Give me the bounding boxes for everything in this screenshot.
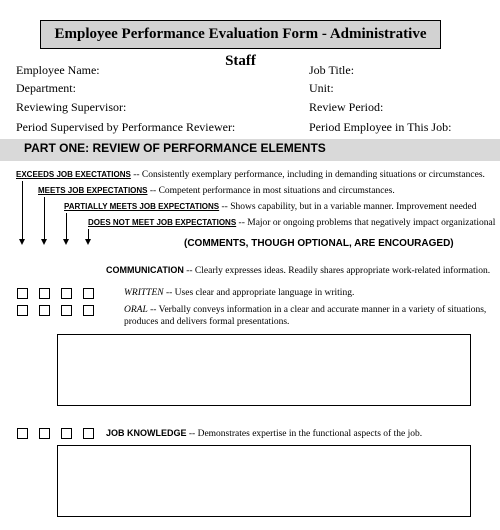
legend-meets-key: MEETS JOB EXPECTATIONS bbox=[38, 186, 148, 195]
oral-rating-exceeds-checkbox[interactable] bbox=[17, 305, 28, 316]
oral-label: ORAL bbox=[124, 305, 148, 315]
job-knowledge-rating-does-not-meet-checkbox[interactable] bbox=[83, 428, 94, 439]
communication-section bbox=[106, 265, 490, 276]
legend-does-not-meet bbox=[88, 218, 495, 228]
arrow-down-icon bbox=[41, 239, 47, 245]
period-supervised-label: Period Supervised by Performance Reviewer: bbox=[16, 120, 236, 134]
oral-desc-line-2: produces and delivers formal presentations. bbox=[124, 317, 290, 327]
communication-desc: -- Clearly expresses ideas. Readily shares appropriate work-related information. bbox=[183, 266, 491, 276]
communication-heading: COMMUNICATION bbox=[106, 265, 184, 275]
written-rating-does-not-meet-checkbox[interactable] bbox=[83, 288, 94, 299]
legend-meets-desc: -- Competent performance in most situations and circumstances. bbox=[147, 186, 395, 196]
written-rating-exceeds-checkbox[interactable] bbox=[17, 288, 28, 299]
oral-desc: -- Verbally conveys information in a clear and accurate manner in a variety of situations, bbox=[147, 305, 487, 315]
part-one-title: PART ONE: REVIEW OF PERFORMANCE ELEMENTS bbox=[24, 141, 326, 155]
form-title: Employee Performance Evaluation Form - Administrative Staff bbox=[40, 20, 441, 49]
oral-rating-partially-checkbox[interactable] bbox=[61, 305, 72, 316]
arrow-down-icon bbox=[19, 239, 25, 245]
arrow-line-exceeds bbox=[22, 181, 23, 239]
legend-meets bbox=[38, 186, 395, 196]
legend-does-not-meet-desc: -- Major or ongoing problems that negatively impact organizational bbox=[236, 218, 496, 228]
reviewing-supervisor-label: Reviewing Supervisor: bbox=[16, 100, 127, 114]
department-label: Department: bbox=[16, 81, 76, 95]
legend-partially-key: PARTIALLY MEETS JOB EXPECTATIONS bbox=[64, 202, 220, 211]
job-knowledge-section bbox=[106, 428, 422, 439]
arrow-line-does-not-meet bbox=[88, 229, 89, 239]
legend-exceeds-desc: -- Consistently exemplary performance, including in demanding situations or circumstances. bbox=[130, 170, 485, 180]
job-knowledge-rating-exceeds-checkbox[interactable] bbox=[17, 428, 28, 439]
job-knowledge-comments-box[interactable] bbox=[57, 445, 471, 517]
written-desc: -- Uses clear and appropriate language in writing. bbox=[163, 288, 355, 298]
arrow-line-meets bbox=[44, 197, 45, 239]
comments-note: (COMMENTS, THOUGH OPTIONAL, ARE ENCOURAGED) bbox=[184, 238, 454, 249]
communication-comments-box[interactable] bbox=[57, 334, 471, 406]
employee-name-label: Employee Name: bbox=[16, 63, 100, 77]
job-knowledge-rating-partially-checkbox[interactable] bbox=[61, 428, 72, 439]
arrow-line-partially bbox=[66, 213, 67, 239]
written-label: WRITTEN bbox=[124, 288, 164, 298]
arrow-down-icon bbox=[63, 239, 69, 245]
written-rating-partially-checkbox[interactable] bbox=[61, 288, 72, 299]
oral-rating-does-not-meet-checkbox[interactable] bbox=[83, 305, 94, 316]
legend-does-not-meet-key: DOES NOT MEET JOB EXPECTATIONS bbox=[88, 218, 237, 227]
period-employee-label: Period Employee in This Job: bbox=[309, 120, 452, 134]
written-rating-meets-checkbox[interactable] bbox=[39, 288, 50, 299]
job-knowledge-desc: -- Demonstrates expertise in the functional aspects of the job. bbox=[186, 429, 423, 439]
job-title-label: Job Title: bbox=[309, 63, 355, 77]
written-row bbox=[124, 288, 354, 298]
oral-row bbox=[124, 305, 486, 315]
oral-rating-meets-checkbox[interactable] bbox=[39, 305, 50, 316]
legend-exceeds-key: EXCEEDS JOB EXECTATIONS bbox=[16, 170, 131, 179]
unit-label: Unit: bbox=[309, 81, 334, 95]
job-knowledge-rating-meets-checkbox[interactable] bbox=[39, 428, 50, 439]
legend-partially bbox=[64, 202, 477, 212]
legend-partially-desc: -- Shows capability, but in a variable manner. Improvement needed bbox=[219, 202, 477, 212]
job-knowledge-heading: JOB KNOWLEDGE bbox=[106, 428, 187, 438]
arrow-down-icon bbox=[85, 239, 91, 245]
legend-exceeds bbox=[16, 170, 485, 180]
review-period-label: Review Period: bbox=[309, 100, 384, 114]
